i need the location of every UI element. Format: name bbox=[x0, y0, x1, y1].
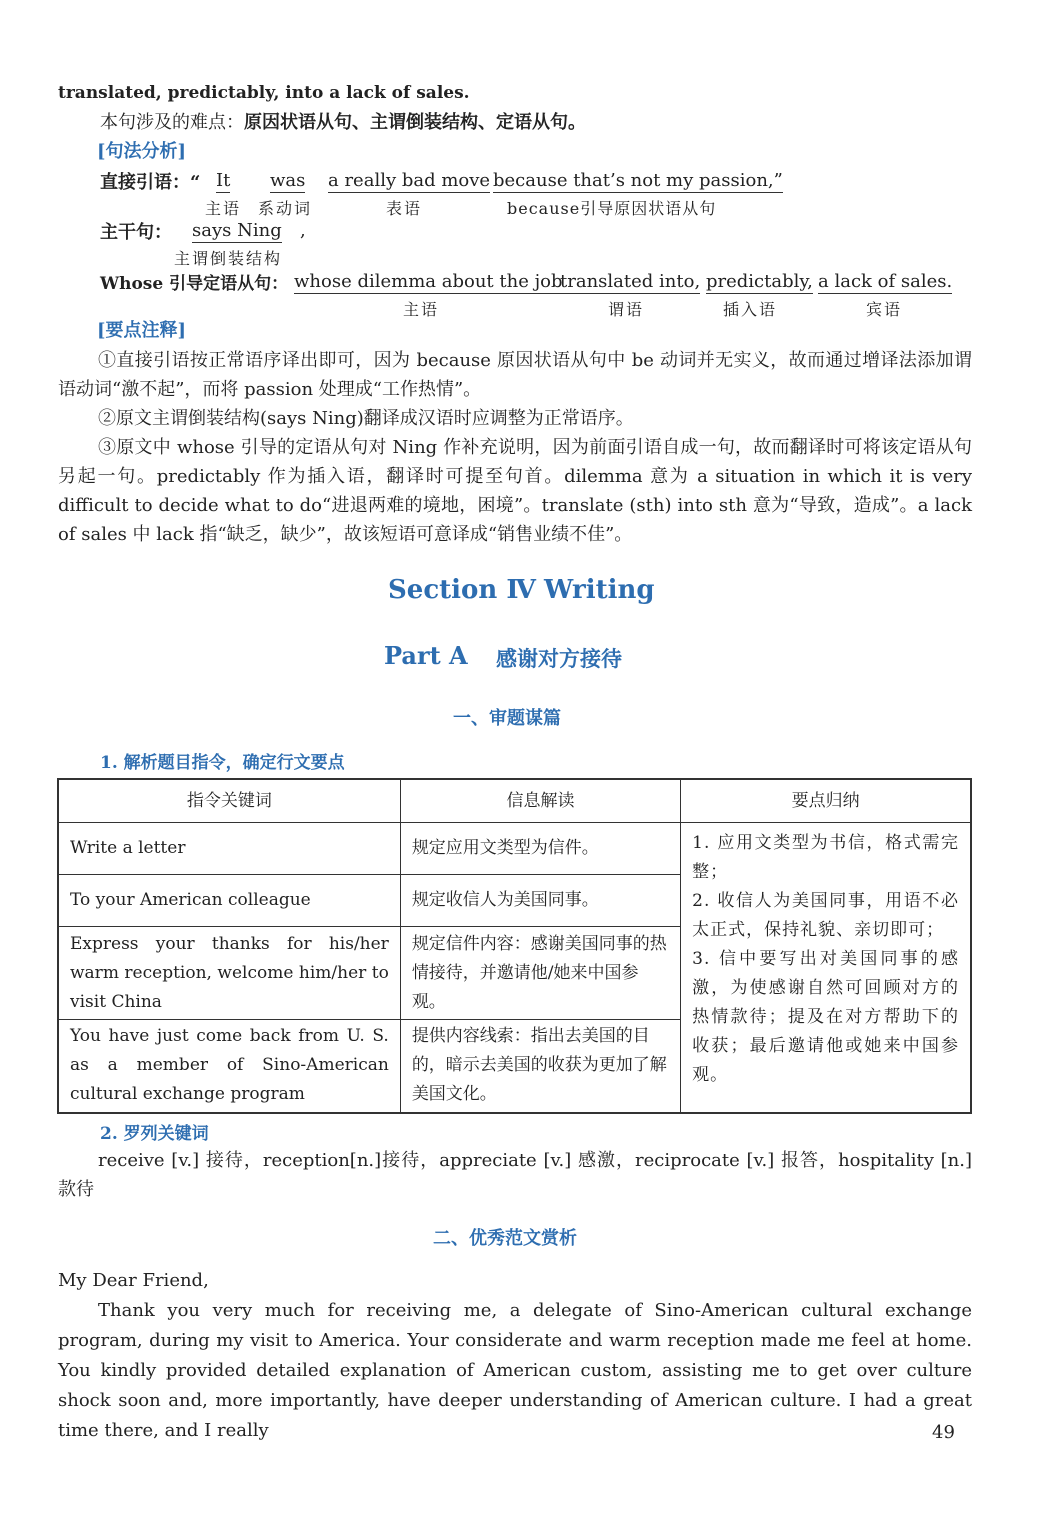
table-cell-keyword: Express your thanks for his/her warm reception, welcome him/her to visit China bbox=[58, 927, 400, 1020]
step-2-heading: 2. 罗列关键词 bbox=[100, 1124, 209, 1144]
note-2: ②原文主谓倒装结构(says Ning)翻译成汉语时应调整为正常语序。 bbox=[98, 408, 634, 429]
whose-insertion: predictably, bbox=[706, 271, 813, 292]
ann-w-subject: 主语 bbox=[403, 300, 440, 319]
section-label: Section Ⅳ bbox=[388, 575, 536, 605]
main-clause-comma: , bbox=[300, 220, 306, 241]
ann-w-object: 宾语 bbox=[866, 300, 903, 319]
direct-speech-label: 直接引语：“ bbox=[100, 172, 201, 193]
ann-predicative: 表语 bbox=[386, 199, 423, 218]
ann-because-clause: because引导原因状语从句 bbox=[507, 199, 717, 218]
syntax-heading: [句法分析] bbox=[97, 141, 187, 162]
letter-body: Thank you very much for receiving me, a delegate of Sino-American cultural exchange program, during my visit to America. Your considerate and warm reception made me feel at home. You kindly provided detailed explanation of American custom, assisting me to get over culture shock soon and, more importantly, have deeper understanding of American culture. I had a great time there, and I really bbox=[58, 1300, 972, 1441]
main-clause-text: says Ning bbox=[192, 220, 282, 241]
table-cell-info: 规定收信人为美国同事。 bbox=[400, 875, 680, 927]
table-cell-keyword: To your American colleague bbox=[58, 875, 400, 927]
ann-subject: 主语 bbox=[205, 199, 242, 218]
ann-w-insertion: 插入语 bbox=[723, 300, 778, 319]
direct-predicative: a really bad move bbox=[328, 170, 491, 191]
table-cell-summary: 1. 应用文类型为书信，格式需完整； 2. 收信人为美国同事，用语不必太正式，保持礼貌、亲切即可； 3. 信中要写出对美国同事的感激，为使感谢自然可回顾对方的热情款待；提及在对方帮助下的收获；最后邀请他或她来中国参观。 bbox=[681, 823, 971, 1113]
whose-object: a lack of sales. bbox=[818, 271, 953, 292]
letter-greeting: My Dear Friend, bbox=[58, 1270, 209, 1291]
table-cell-info: 提供内容线索：指出去美国的目的，暗示去美国的收获为更加了解美国文化。 bbox=[400, 1020, 680, 1113]
part-label: Part A bbox=[384, 641, 468, 670]
difficulty-points: 原因状语从句、主谓倒装结构、定语从句。 bbox=[244, 112, 586, 133]
analysis-table bbox=[57, 778, 972, 1114]
part-title: 感谢对方接待 bbox=[496, 646, 622, 671]
table-row bbox=[58, 823, 971, 875]
table-cell-keyword: You have just come back from U. S. as a member of Sino-American cultural exchange program bbox=[58, 1020, 400, 1113]
ann-w-verb: 谓语 bbox=[608, 300, 645, 319]
subheading-1: 一、审题谋篇 bbox=[453, 708, 561, 729]
step-1-heading: 1. 解析题目指令，确定行文要点 bbox=[100, 753, 345, 773]
table-header: 要点归纳 bbox=[681, 779, 971, 823]
keywords-text: receive [v.] 接待，reception[n.]接待，appreciate [v.] 感激，reciprocate [v.] 报答，hospitality [n.] 款待 bbox=[58, 1150, 972, 1200]
whose-subject: whose dilemma about the job bbox=[294, 271, 563, 292]
table-header: 指令关键词 bbox=[58, 779, 400, 823]
page-number: 49 bbox=[932, 1422, 955, 1443]
table-header-row bbox=[58, 779, 971, 823]
whose-clause-label: Whose 引导定语从句： bbox=[100, 274, 289, 294]
direct-subject: It bbox=[216, 170, 231, 191]
ann-inversion: 主谓倒装结构 bbox=[174, 249, 283, 268]
notes-heading: [要点注释] bbox=[97, 320, 187, 341]
difficulty-prefix: 本句涉及的难点： bbox=[100, 112, 244, 133]
table-cell-info: 规定信件内容：感谢美国同事的热情接待，并邀请他/她来中国参观。 bbox=[400, 927, 680, 1020]
table-header: 信息解读 bbox=[400, 779, 680, 823]
note-1: ①直接引语按正常语序译出即可，因为 because 原因状语从句中 be 动词并无实义，故而通过增译法添加谓语动词“激不起”，而将 passion 处理成“工作热情”。 bbox=[58, 350, 972, 400]
direct-clause: because that’s not my passion,” bbox=[493, 170, 783, 191]
ann-linking-verb: 系动词 bbox=[258, 199, 313, 218]
difficulty-line bbox=[100, 108, 586, 137]
direct-verb: was bbox=[270, 170, 306, 191]
table-cell-keyword: Write a letter bbox=[58, 823, 400, 875]
section-title: Writing bbox=[544, 575, 655, 605]
main-clause-label: 主干句： bbox=[100, 222, 172, 243]
subheading-2: 二、优秀范文赏析 bbox=[433, 1228, 577, 1249]
table-cell-info: 规定应用文类型为信件。 bbox=[400, 823, 680, 875]
continued-sentence: translated, predictably, into a lack of sales. bbox=[58, 83, 470, 103]
whose-verb: translated into, bbox=[560, 271, 701, 292]
note-3: ③原文中 whose 引导的定语从句对 Ning 作补充说明，因为前面引语自成一句，故而翻译时可将该定语从句另起一句。predictably 作为插入语，翻译时可提至句首。dilemma 意为 a situation in which it is very difficult to decide what to do“进退两难的境地，困境”。translate (sth) into sth 意为“导致，造成”。a lack of sales 中 lack 指“缺乏，缺少”，故该短语可意译成“销售业绩不佳”。 bbox=[58, 437, 972, 545]
